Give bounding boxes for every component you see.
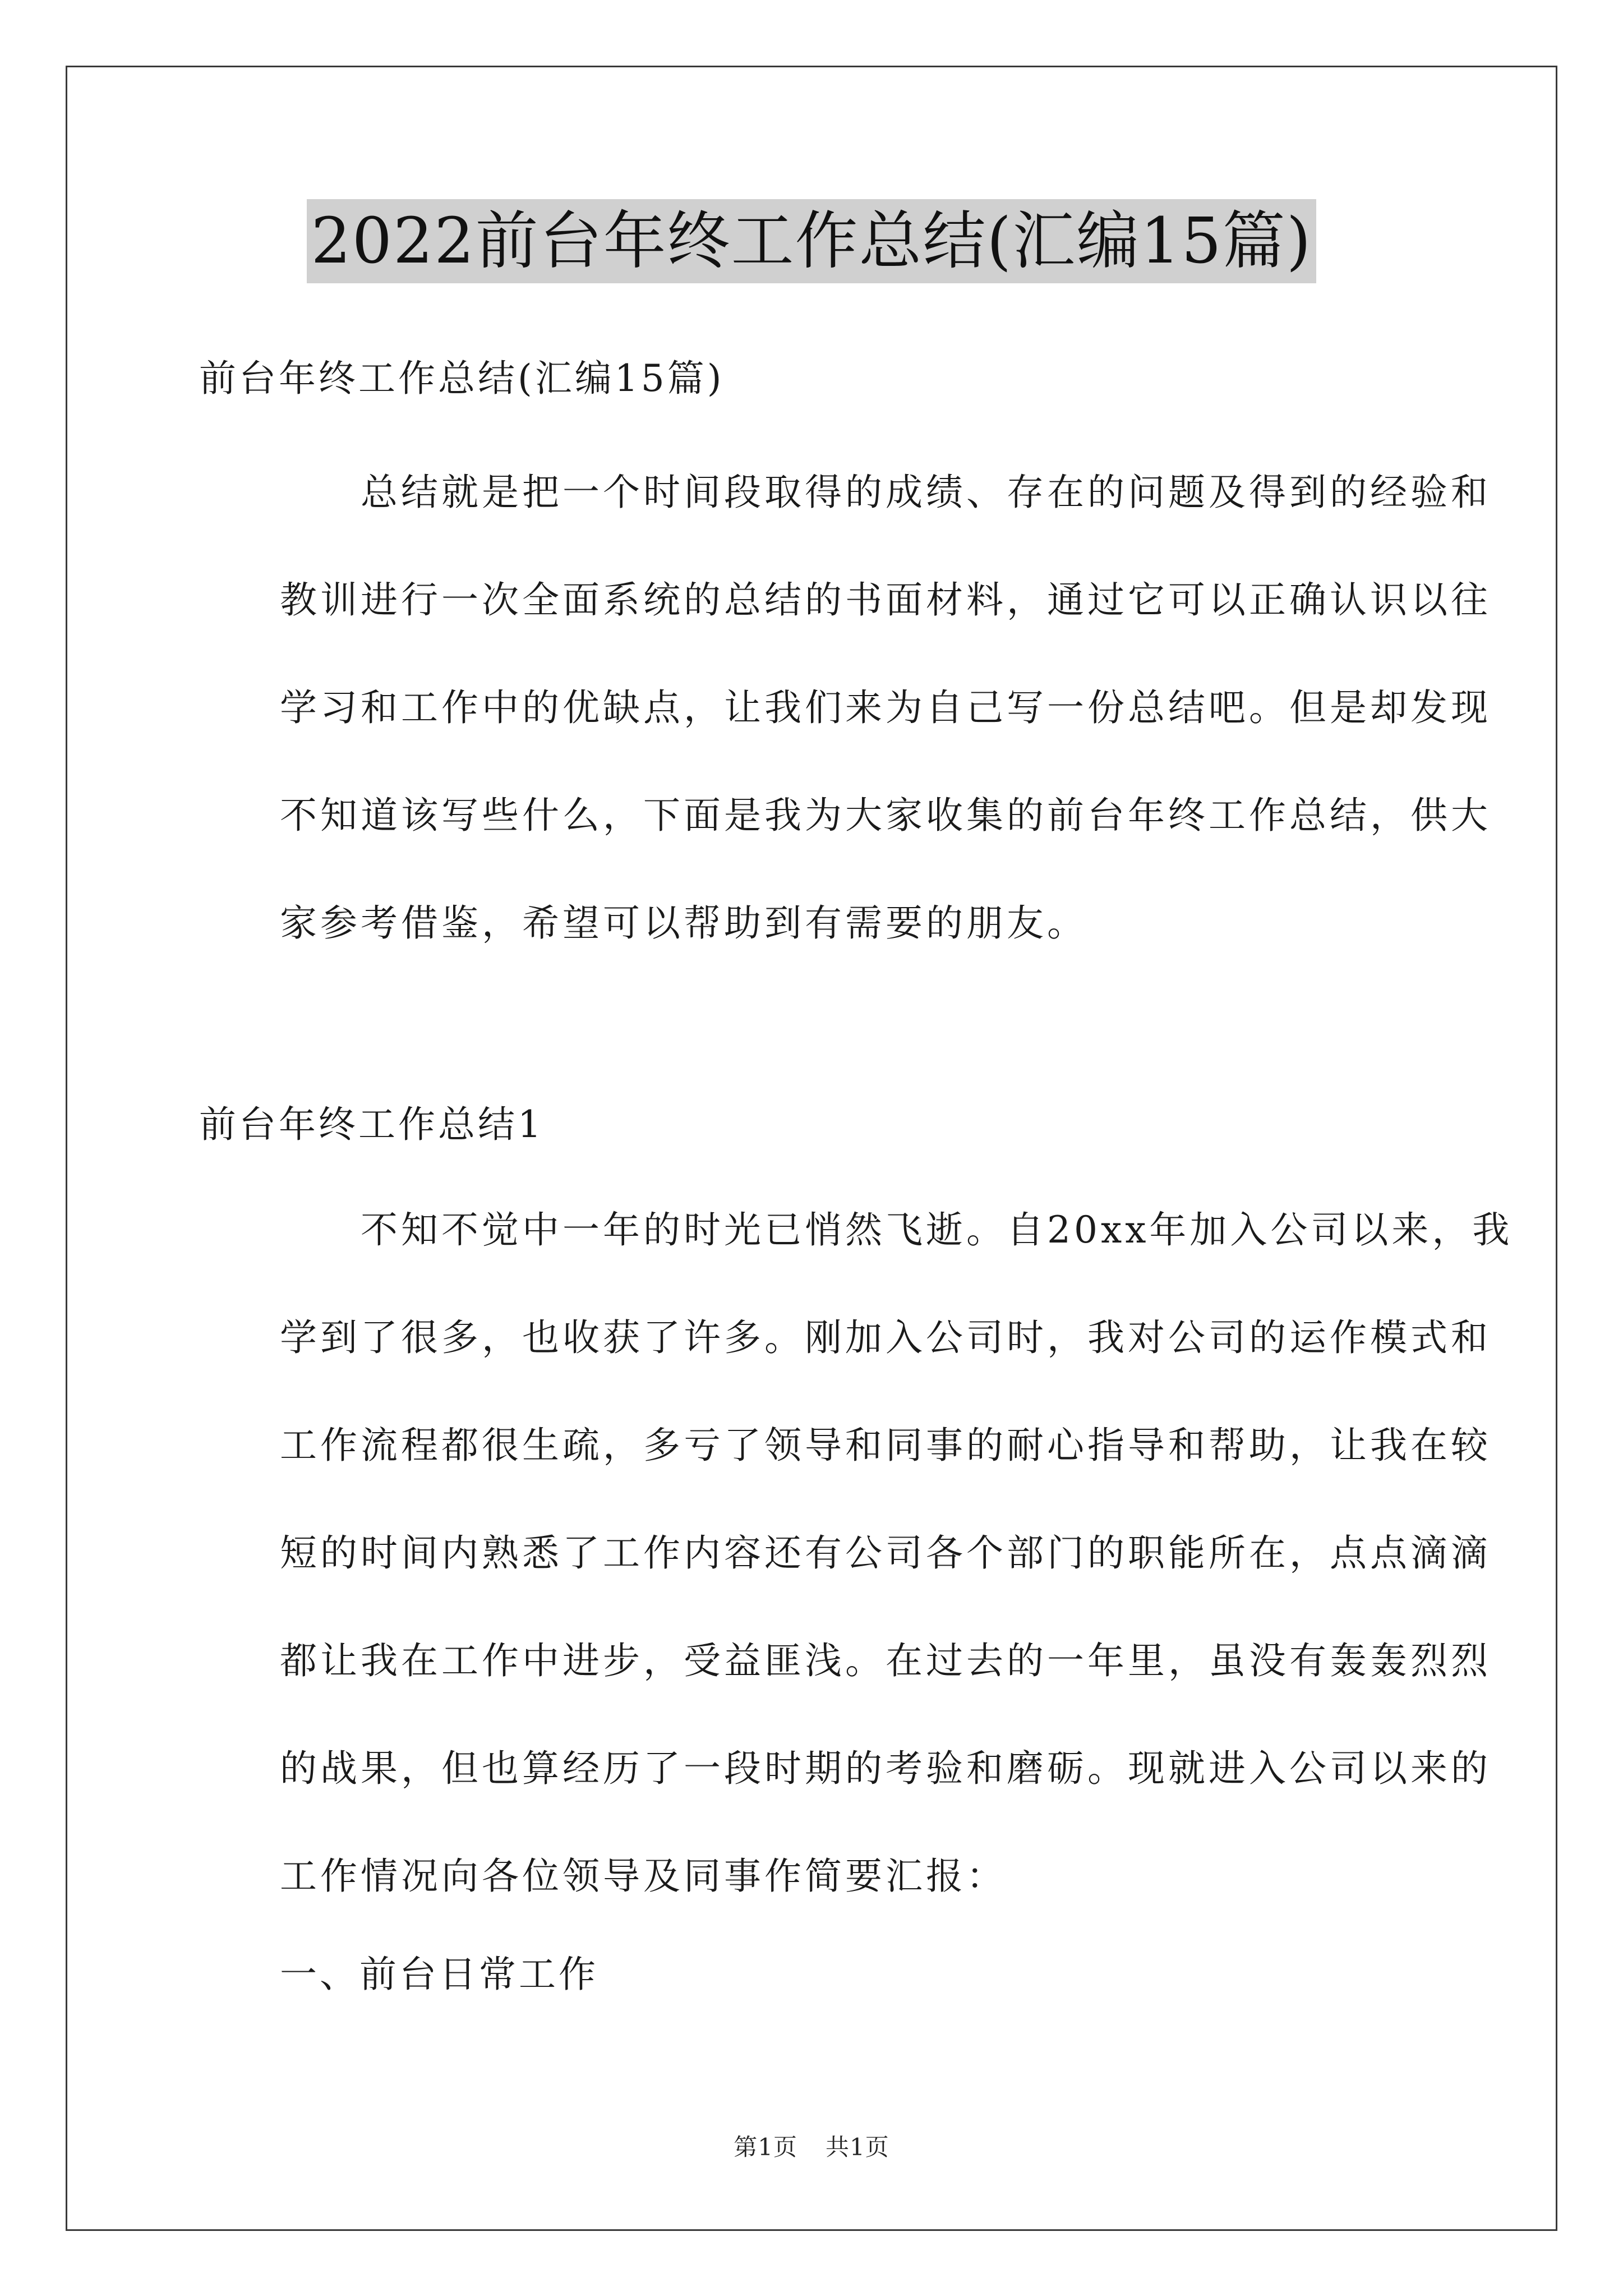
section-line: 的战果，但也算经历了一段时期的考验和磨砺。现就进入公司以来的 [280, 1747, 1491, 1790]
section-paragraph [199, 1176, 1513, 1930]
title-container [0, 199, 1623, 283]
page-number: 第1页 [734, 2133, 797, 2161]
document-title: 2022前台年终工作总结(汇编15篇) [307, 199, 1317, 283]
intro-line: 家参考借鉴，希望可以帮助到有需要的朋友。 [280, 901, 1087, 945]
item-heading: 一、前台日常工作 [280, 1953, 598, 1996]
section-line: 短的时间内熟悉了工作内容还有公司各个部门的职能所在，点点滴滴 [280, 1531, 1491, 1575]
page-total: 共1页 [826, 2133, 889, 2161]
section-line: 学到了很多，也收获了许多。刚加入公司时，我对公司的运作模式和 [280, 1316, 1491, 1359]
intro-line: 教训进行一次全面系统的总结的书面材料，通过它可以正确认识以往 [280, 578, 1491, 622]
section-line: 不知不觉中一年的时光已悄然飞逝。自20xx年加入公司以来，我 [361, 1208, 1513, 1251]
document-subtitle: 前台年终工作总结(汇编15篇) [199, 357, 725, 400]
section-line: 都让我在工作中进步，受益匪浅。在过去的一年里，虽没有轰轰烈烈 [280, 1639, 1491, 1682]
section-line: 工作情况向各位领导及同事作简要汇报： [280, 1855, 1007, 1898]
intro-line: 不知道该写些什么，下面是我为大家收集的前台年终工作总结，供大 [280, 794, 1491, 837]
section-heading: 前台年终工作总结1 [199, 1103, 544, 1146]
section-line: 工作流程都很生疏，多亏了领导和同事的耐心指导和帮助，让我在较 [280, 1424, 1491, 1467]
page-footer [0, 2129, 1623, 2162]
intro-line: 学习和工作中的优缺点，让我们来为自己写一份总结吧。但是却发现 [280, 686, 1491, 729]
intro-line: 总结就是把一个时间段取得的成绩、存在的问题及得到的经验和 [361, 471, 1491, 514]
intro-paragraph [199, 439, 1491, 977]
